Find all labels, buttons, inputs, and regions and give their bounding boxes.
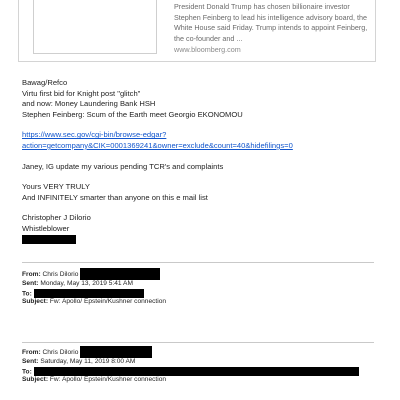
from-name: Chris Dilorio — [42, 270, 79, 278]
subject-label: Subject: — [22, 298, 49, 306]
email-body — [22, 78, 382, 245]
redaction-box — [80, 268, 160, 280]
sent-value: Saturday, May 11, 2019 8:00 AM — [40, 358, 136, 365]
redaction-box — [34, 367, 359, 376]
from-name: Chris Dilorio — [42, 348, 79, 356]
redaction-box — [22, 235, 76, 244]
body-line: Stephen Feinberg: Scum of the Earth meet Georgio EKONOMOU — [22, 109, 243, 119]
redaction-box — [80, 346, 152, 358]
signature-title: Whistleblower — [22, 223, 70, 233]
link-preview-card[interactable] — [18, 0, 376, 62]
sent-label: Sent: — [22, 358, 39, 365]
forwarded-header — [22, 268, 392, 307]
forwarded-header — [22, 346, 392, 385]
sec-edgar-link-cont[interactable]: action=getcompany&CIK=0001369241&owner=exclude&count=40&hidefilings=0 — [22, 140, 293, 150]
body-line: and now: Money Laundering Bank HSH — [22, 99, 156, 109]
subject-value: Fw: Apollo/ Epstein/Kushner connection — [49, 376, 167, 384]
subject-label: Subject: — [22, 376, 49, 384]
sec-edgar-link[interactable]: https://www.sec.gov/cgi-bin/browse-edgar? — [22, 130, 167, 140]
body-line: Yours VERY TRULY — [22, 182, 90, 192]
sent-label: Sent: — [22, 280, 39, 287]
preview-url[interactable]: www.bloomberg.com — [174, 45, 241, 54]
divider — [22, 262, 374, 263]
signature-name: Christopher J Dilorio — [22, 213, 91, 223]
subject-value: Fw: Apollo/ Epstein/Kushner connection — [49, 298, 167, 306]
redaction-box — [34, 289, 144, 298]
sent-value: Monday, May 13, 2019 5:41 AM — [40, 280, 133, 287]
body-line: Janey, IG update my various pending TCR's and complaints — [22, 161, 224, 171]
body-line: And INFINITELY smarter than anyone on this e mail list — [22, 192, 208, 202]
from-label: From: — [22, 270, 41, 278]
preview-snippet: President Donald Trump has chosen billionaire investor Stephen Feinberg to lead his intelligence advisory board, the White House said Friday. Trump intends to appoint Feinberg, the co-founder and ... — [174, 2, 368, 43]
body-line: Bawag/Refco — [22, 78, 68, 87]
body-line: Virtu first bid for Knight post "glitch" — [22, 88, 141, 98]
preview-thumbnail — [33, 0, 157, 54]
divider — [22, 342, 374, 343]
from-label: From: — [22, 348, 41, 356]
to-label: To: — [22, 367, 32, 375]
to-label: To: — [22, 289, 32, 297]
